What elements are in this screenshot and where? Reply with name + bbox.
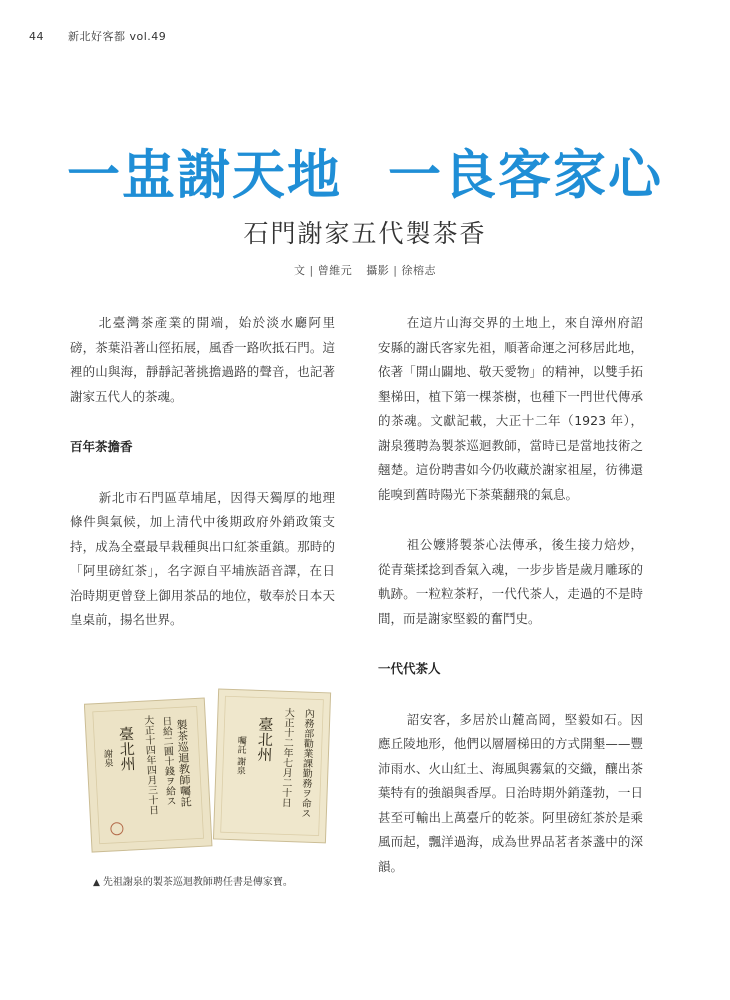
svg-text:謝泉: 謝泉 [101, 748, 113, 768]
byline-photographer: 徐榕志 [401, 264, 436, 277]
left-intro-paragraph: 北臺灣茶產業的開端，始於淡水廳阿里磅，茶葉沿著山徑拓展，風香一路吹抵石門。這裡的山與海，靜靜記著挑擔過路的聲音，也記著謝家五代人的茶魂。 [70, 315, 335, 404]
svg-text:製茶巡迴教師囑託: 製茶巡迴教師囑託 [174, 718, 193, 808]
article-subtitle: 石門謝家五代製茶香 [243, 219, 487, 248]
page-number: 44 [29, 30, 44, 43]
svg-text:臺北州: 臺北州 [116, 725, 137, 772]
caption-text: 先祖謝泉的製茶巡迴教師聘任書是傳家寶。 [102, 877, 293, 888]
left-column [70, 311, 335, 633]
left-body-paragraph: 新北市石門區草埔尾，因得天獨厚的地理條件與氣候，加上清代中後期政府外銷政策支持，成為全臺最早栽種與出口紅茶重鎮。那時的「阿里磅紅茶」，名字源自平埔族語音譯，在日治時期更曾登上御用茶品的地位，敬奉於日本天皇桌前，揚名世界。 [70, 489, 335, 627]
caption-triangle-icon: ▲ [93, 878, 100, 888]
right-paragraph-1: 在這片山海交界的土地上，來自漳州府詔安縣的謝氏客家先祖，順著命運之河移居此地，依著「開山闢地、敬天愛物」的精神，以雙手拓墾梯田，植下第一棵茶樹，也種下一門世代傳承的茶魂。文獻記載，大正十二年（1923 年），謝泉獲聘為製茶巡迴教師，當時已是當地技術之翹楚。這份聘書如今仍收藏於謝家祖屋，彷彿還能嗅到舊時陽光下茶葉翻飛的氣息。 [378, 315, 643, 502]
article-headline [0, 133, 730, 209]
appointment-letters-photo [84, 687, 338, 857]
svg-text:大正十二年七月二十日: 大正十二年七月二十日 [279, 707, 294, 808]
byline: 文 | 曾維元 攝影 | 徐榕志 [294, 264, 436, 277]
photo-caption [93, 873, 293, 888]
right-paragraph-2: 祖公嬤將製茶心法傳承，後生接力焙炒，從青葉揉捻到香氣入魂，一步步皆是歲月雕琢的軌跡。一粒粒茶籽，一代代茶人，走過的不是時間，而是謝家堅毅的奮鬥史。 [378, 537, 643, 626]
right-paragraph-3: 詔安客，多居於山麓高岡，堅毅如石。因應丘陵地形，他們以層層梯田的方式開墾——豐沛雨水、火山紅土、海風與霧氣的交織，釀出茶葉特有的強韻與香厚。日治時期外銷蓬勃，一日甚至可輸出上萬臺斤的乾茶。阿里磅紅茶於是乘風而起，飄洋過海，成為世界品茗者茶盞中的深韻。 [378, 711, 643, 874]
svg-text:臺北州: 臺北州 [255, 716, 275, 762]
headline-left: 一盅謝天地 [67, 145, 342, 206]
svg-text:大正十四年四月三十日: 大正十四年四月三十日 [141, 714, 158, 816]
right-column [378, 311, 643, 879]
byline-photo-label: 攝影 [366, 264, 390, 277]
byline-author: 曾維元 [317, 264, 353, 277]
magazine-title: 新北好客都 vol.49 [68, 30, 167, 43]
svg-text:日給二圓十錢ヲ給ス: 日給二圓十錢ヲ給ス [159, 715, 176, 807]
section-heading-century-tea: 百年茶擔香 [70, 439, 133, 454]
byline-text-label: 文 [294, 264, 306, 277]
section-heading-generations: 一代代茶人 [378, 661, 441, 676]
page-header [29, 28, 166, 44]
headline-right: 一良客家心 [388, 145, 663, 206]
historical-documents-image [84, 687, 338, 857]
svg-text:內務部勸業課勤務ヲ命ス: 內務部勸業課勤務ヲ命ス [298, 707, 314, 819]
svg-text:囑託 謝泉: 囑託 謝泉 [234, 735, 247, 775]
